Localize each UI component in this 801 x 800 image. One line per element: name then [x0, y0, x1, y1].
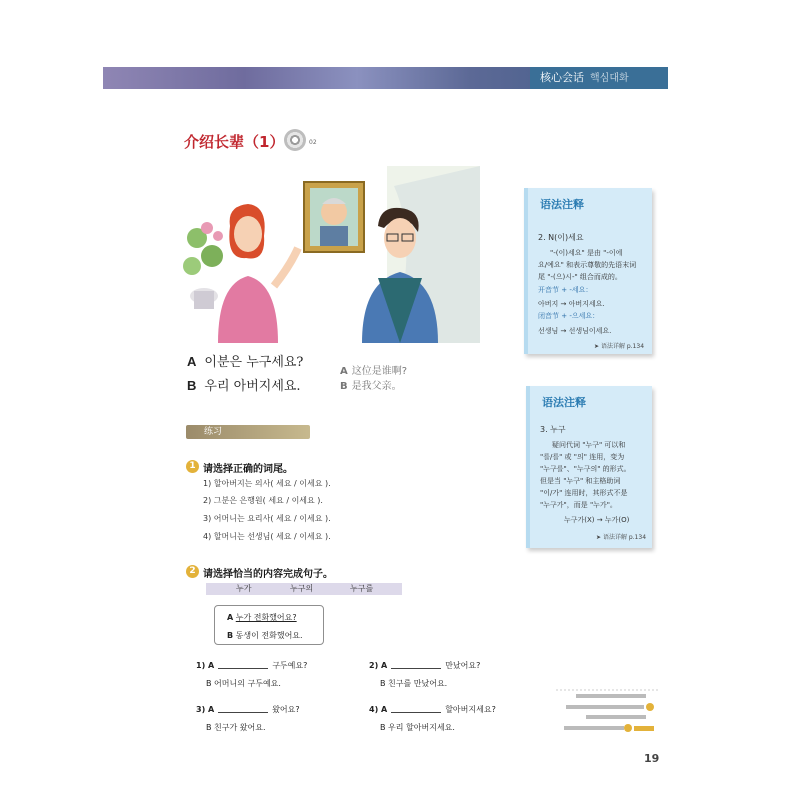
grammar-note-line: "누구가"，而是 "누가"。 — [540, 501, 617, 509]
word-bank — [206, 583, 402, 595]
question-1-prompt: 请选择正确的词尾。 — [203, 464, 293, 475]
plant-icon — [183, 222, 223, 309]
grammar-note-line: 尾 "-(으)시-" 组合而成的。 — [538, 273, 622, 281]
exercise-2-question: 2) A 만났어요? — [369, 661, 481, 670]
question-2-prompt: 请选择恰当的内容完成句子。 — [203, 569, 333, 580]
grammar-example: 선생님 → 선생님이세요. — [538, 327, 612, 335]
grammar-note-line: "-(이)세요" 是由 "-이에 — [550, 249, 623, 257]
grammar-note-line: "를/를" 或 "의" 连用，变为 — [540, 453, 625, 461]
question-1-item: 1) 할아버지는 의사( 세요 / 이세요 ). — [203, 479, 331, 488]
exercise-1-question: 1) A 구두예요? — [196, 661, 308, 670]
arrow-right-icon: ➤ — [594, 343, 601, 350]
question-1-item: 3) 어머니는 요리사( 세요 / 이세요 ). — [203, 514, 331, 523]
section-tab — [530, 67, 668, 89]
portrait-frame-icon — [304, 182, 364, 252]
audio-track-number: 02 — [309, 139, 317, 146]
answer-blank[interactable] — [218, 705, 268, 713]
conversation-illustration — [182, 166, 480, 343]
section-title: 核心会话 — [540, 71, 584, 84]
dialogue-line-b-ko: B 우리 아버지세요. — [187, 378, 301, 394]
chapter-header-band — [103, 67, 668, 89]
question-number-badge: 1 — [186, 460, 199, 473]
section-subtitle: 핵심대화 — [590, 73, 629, 84]
grammar-rule-open: 开音节 + -세요： — [538, 286, 593, 294]
answer-blank[interactable] — [391, 661, 441, 669]
exercise-2-answer: B 친구를 만났어요. — [380, 679, 448, 688]
answer-blank[interactable] — [218, 661, 268, 669]
lesson-title: 介绍长辈（1） — [184, 133, 285, 151]
example-line-a: A 누가 전화했어요? — [227, 613, 297, 622]
exercise-4-answer: B 우리 할아버지세요. — [380, 723, 455, 732]
grammar-note-topic: 3. 누구 — [540, 425, 566, 434]
question-1-item: 2) 그분은 은행원( 세요 / 이세요 ). — [203, 496, 323, 505]
exercise-4-question: 4) A 할아버지세요? — [369, 705, 496, 714]
grammar-example: 누구가(X) → 누가(O) — [564, 516, 630, 524]
grammar-note-line: "이/가" 连用时，其形式不是 — [540, 489, 628, 497]
grammar-note-1 — [524, 188, 652, 354]
woman-figure-icon — [218, 204, 298, 343]
word-bank-item: 누구의 — [290, 584, 314, 593]
dialogue-line-a-ko: A 이분은 누구세요? — [187, 354, 304, 370]
answer-blank[interactable] — [391, 705, 441, 713]
grammar-note-line: 요/예요" 和表示尊敬的先语末词 — [538, 261, 637, 269]
exercise-3-answer: B 친구가 왔어요. — [206, 723, 266, 732]
question-1-item: 4) 할머니는 선생님( 세요 / 이세요 ). — [203, 532, 331, 541]
page-number: 19 — [644, 752, 660, 765]
dialogue-line-b-zh: B 是我父亲。 — [340, 381, 402, 392]
grammar-example: 아버지 → 아버지세요. — [538, 300, 605, 308]
dialogue-line-a-zh: A 这位是谁啊? — [340, 366, 408, 377]
example-box — [214, 605, 324, 645]
grammar-rule-closed: 闭音节 + -으세요： — [538, 312, 600, 320]
practice-label: 练习 — [186, 425, 310, 439]
exercise-3-question: 3) A 왔어요? — [196, 705, 300, 714]
exercise-1-answer: B 어머니의 구두예요. — [206, 679, 281, 688]
word-bank-item: 누구를 — [350, 584, 374, 593]
grammar-reference-link[interactable]: ➤ 语法详解 p.134 — [596, 534, 647, 541]
grammar-note-heading: 语法注释 — [542, 396, 586, 409]
grammar-reference-link[interactable]: ➤ 语法详解 p.134 — [594, 343, 645, 350]
arrow-right-icon: ➤ — [596, 534, 603, 541]
audio-cd-icon[interactable] — [284, 129, 306, 151]
grammar-note-line: 疑问代词 "누구" 可以和 — [552, 441, 626, 449]
grammar-note-heading: 语法注释 — [540, 198, 584, 211]
question-number-badge: 2 — [186, 565, 199, 578]
word-bank-item: 누가 — [236, 584, 252, 593]
grammar-note-2 — [526, 386, 652, 548]
example-line-b: B 동생이 전화했어요. — [227, 631, 303, 640]
grammar-note-line: 但是当 "누구" 和主格助词 — [540, 477, 621, 485]
grammar-note-line: "누구를"、"누구의" 的形式。 — [540, 465, 631, 473]
grammar-note-topic: 2. N(이)세요 — [538, 233, 584, 242]
inverted-answer-key — [556, 688, 659, 734]
